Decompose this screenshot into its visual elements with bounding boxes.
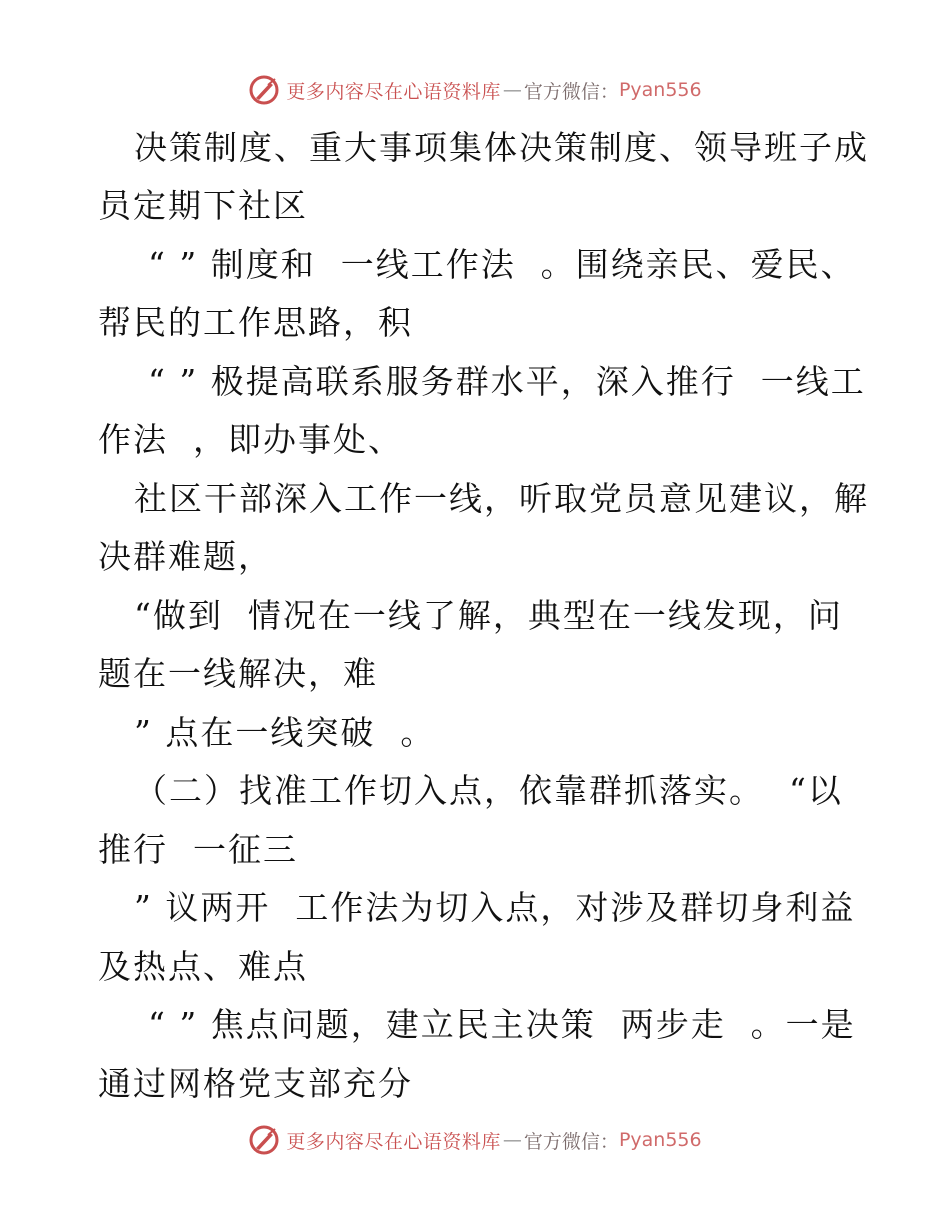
text-line: 帮民的工作思路，积 [98,303,413,342]
text-line: （二）找准工作切入点，依靠群抓落实。 “以 [134,771,843,810]
text-line: “做到 情况在一线了解，典型在一线发现，问 [134,596,843,635]
feather-pen-logo-icon [248,1124,280,1156]
text-line: “ ” 制度和 一线工作法 。围绕亲民、爱民、 [148,245,856,284]
watermark-site-text: 更多内容尽在心语资料库 [286,1130,501,1153]
watermark-separator: — [502,1129,522,1151]
text-line: 社区干部深入工作一线，听取党员意见建议，解 [134,479,869,518]
header-watermark [0,70,950,110]
watermark-site-text: 更多内容尽在心语资料库 [286,80,501,103]
text-line: 及热点、难点 [98,947,308,986]
footer-watermark [0,1120,950,1160]
watermark-official-label: 官方微信： [523,1130,619,1153]
text-line: 推行 一征三 [98,830,298,869]
watermark-official-label: 官方微信： [523,80,619,103]
text-line: “ ” 焦点问题，建立民主决策 两步走 。一是 [148,1005,856,1044]
feather-pen-logo-icon [248,74,280,106]
text-line: 决策制度、重大事项集体决策制度、领导班子成 [134,128,869,167]
text-line: 作法 ，即办事处、 [98,420,403,459]
text-line: 员定期下社区 [98,186,308,225]
text-line: ” 议两开 工作法为切入点，对涉及群切身利益 [134,888,856,927]
watermark-wechat-id: Pyan556 [618,1129,702,1151]
text-line: ” 点在一线突破 。 [134,713,436,752]
watermark-wechat-id: Pyan556 [618,79,702,101]
text-line: “ ” 极提高联系服务群水平，深入推行 一线工 [148,362,866,401]
text-line: 决群难题， [98,537,273,576]
watermark-separator: — [502,79,522,101]
text-line: 题在一线解决，难 [98,654,378,693]
text-line: 通过网格党支部充分 [98,1064,413,1103]
